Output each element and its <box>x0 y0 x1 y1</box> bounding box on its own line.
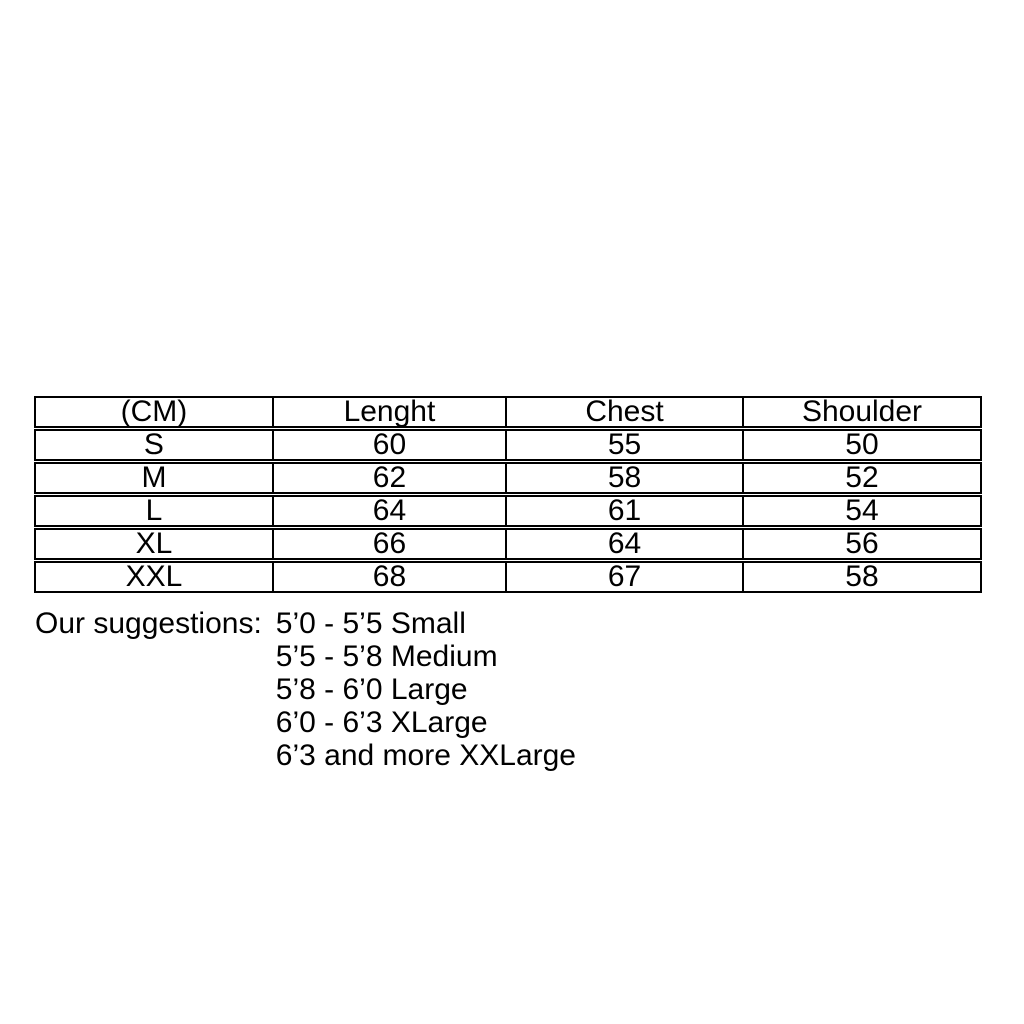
suggestions-label: Our suggestions: <box>35 607 262 640</box>
suggestions-block <box>35 607 576 772</box>
length-value: 68 <box>274 563 507 591</box>
size-label: M <box>36 464 274 492</box>
suggestion-item-medium: 5’5 - 5’8 Medium <box>275 640 498 673</box>
length-value: 64 <box>274 497 507 525</box>
suggestion-item-xlarge: 6’0 - 6’3 XLarge <box>275 706 488 739</box>
size-label: XL <box>36 530 274 558</box>
chest-value: 55 <box>507 431 744 459</box>
size-label: S <box>36 431 274 459</box>
length-value: 62 <box>274 464 507 492</box>
header-cell-chest: Chest <box>507 398 744 426</box>
length-value: 60 <box>274 431 507 459</box>
table-row-s <box>34 429 982 461</box>
header-cell-unit: (CM) <box>36 398 274 426</box>
size-label: L <box>36 497 274 525</box>
shoulder-value: 56 <box>845 527 879 560</box>
header-cell-length: Lenght <box>274 398 507 426</box>
length-value: 66 <box>274 530 507 558</box>
suggestion-item-small: 5’0 - 5’5 Small <box>275 607 466 640</box>
table-row-xl <box>34 528 982 560</box>
chest-value: 67 <box>507 563 744 591</box>
table-header-row <box>34 396 982 428</box>
chest-value: 64 <box>507 530 744 558</box>
suggestion-item-xxlarge: 6’3 and more XXLarge <box>275 739 576 772</box>
suggestions-list <box>276 607 576 772</box>
size-label: XXL <box>36 563 274 591</box>
size-chart-table <box>34 396 982 594</box>
shoulder-value: 50 <box>845 428 879 461</box>
table-row-l <box>34 495 982 527</box>
table-row-m <box>34 462 982 494</box>
shoulder-value: 54 <box>845 494 879 527</box>
shoulder-value: 52 <box>845 461 879 494</box>
chest-value: 61 <box>507 497 744 525</box>
chest-value: 58 <box>507 464 744 492</box>
suggestion-item-large: 5’8 - 6’0 Large <box>275 673 468 706</box>
table-row-xxl <box>34 561 982 593</box>
shoulder-value: 58 <box>845 560 879 593</box>
header-cell-shoulder: Shoulder <box>801 395 923 428</box>
